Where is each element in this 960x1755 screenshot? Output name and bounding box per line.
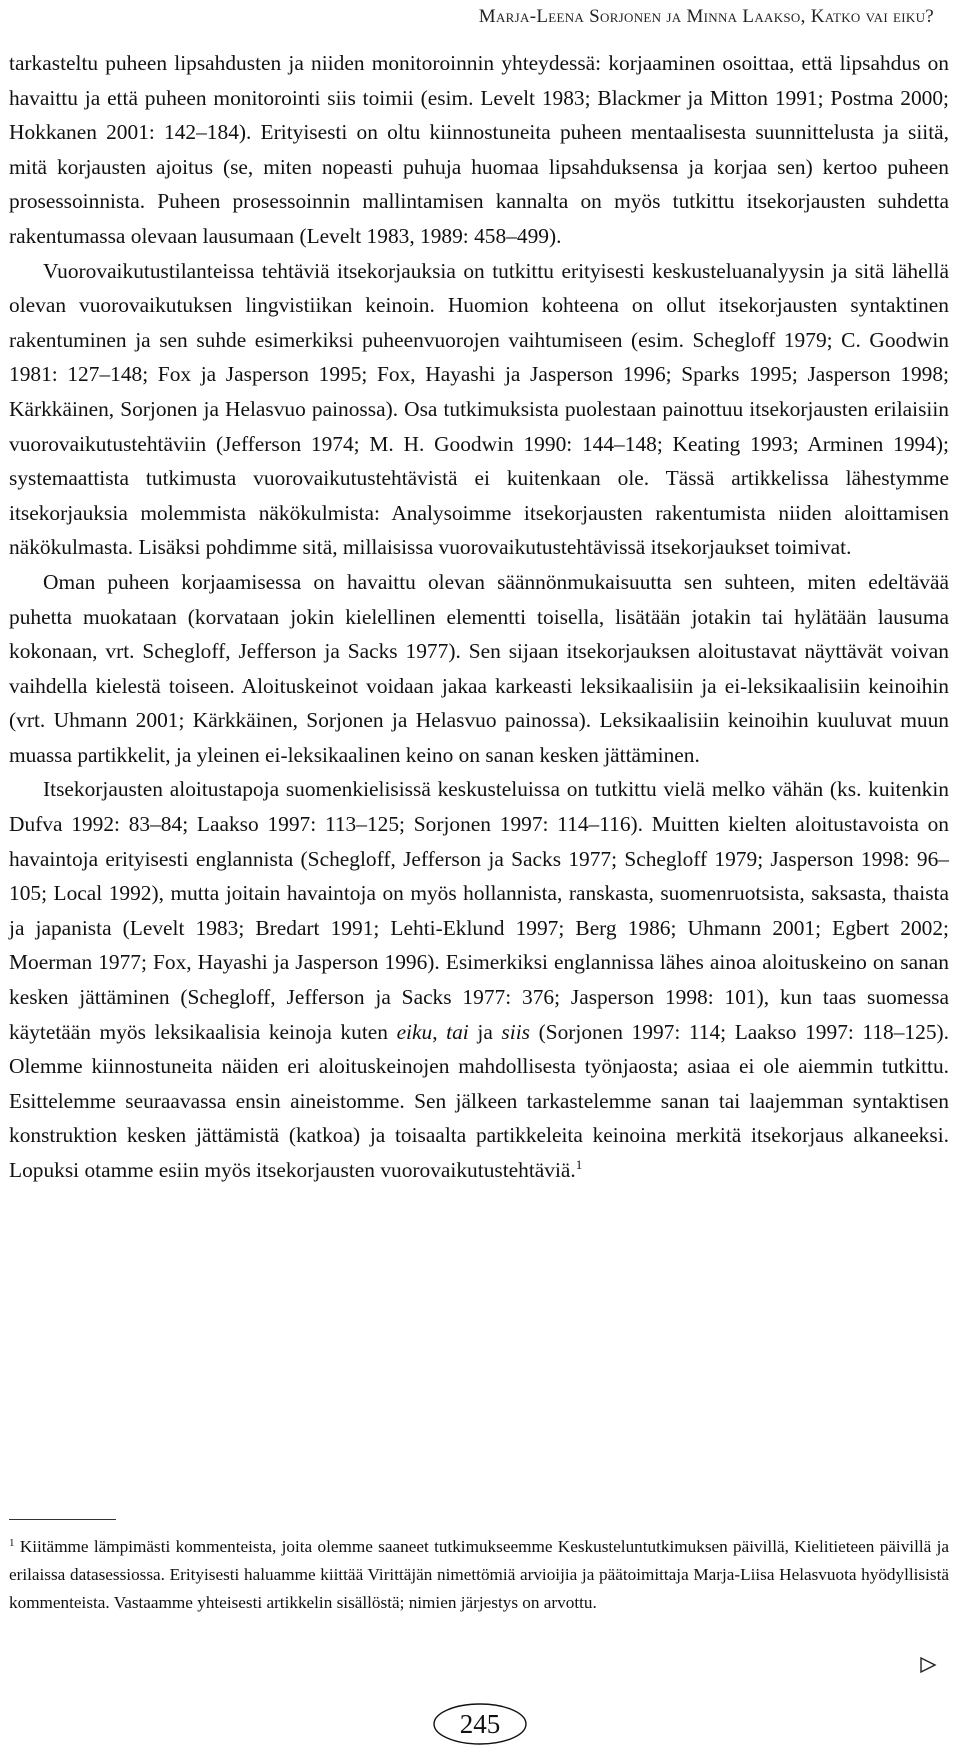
- page-number-text: 245: [459, 1709, 501, 1739]
- text-run: tarkasteltu puheen lipsahdusten ja niiden monitoroinnin yhteydessä: korjaaminen osoittaa, että lipsahdus on havaittu ja että puheen monitorointi siis toimii (esim. Levelt 1983; Blackmer ja Mitton 1991; Postma 2000; Hokkanen 2001: 142–184). Erityisesti on oltu kiinnostuneita puheen mentaalisesta suunnittelusta ja siitä, mitä korjausten ajoitus (se, miten nopeasti puhuja huomaa lipsahduksensa ja korjaa sen) kertoo puheen prosessoinnista. Puheen prosessoinnin mallintamisen kannalta on myös tutkittu itsekorjausten suhdetta rakentumassa olevaan lausumaan (Levelt 1983, 1989: 458–499).: [9, 51, 949, 248]
- footnote-text: [9, 1533, 949, 1616]
- text-run: Itsekorjausten aloitustapoja suomenkielisissä keskusteluissa on tutkittu vielä melko vähän (ks. kuitenkin Dufva 1992: 83–84; Laakso 1997: 113–125; Sorjonen 1997: 114–116). Muitten kielten aloitustavoista on havaintoja erityisesti englannista (Schegloff, Jefferson ja Sacks 1977; Schegloff 1979; Jasperson 1998: 96–105; Local 1992), mutta joitain havaintoja on myös hollannista, ranskasta, suomenruotsista, saksasta, thaista ja japanista (Levelt 1983; Bredart 1991; Lehti-Eklund 1997; Berg 1986; Uhmann 2001; Egbert 2002; Moerman 1977; Fox, Hayashi ja Jasperson 1996). Esimerkiksi englannissa lähes ainoa aloituskeino on sanan kesken jättäminen (Schegloff, Jefferson ja Sacks 1977: 376; Jasperson 1998: 101), kun taas suomessa käytetään myös leksikaalisia keinoja kuten: [9, 777, 949, 1044]
- paragraph: [9, 254, 949, 565]
- text-run: Vuorovaikutustilanteissa tehtäviä itsekorjauksia on tutkittu erityisesti keskusteluanalyysin ja sitä lähellä olevan vuorovaikutuksen lingvistiikan keinoin. Huomion kohteena on ollut itsekorjausten syntaktinen rakentuminen ja sen suhde esimerkiksi puheenvuorojen vaihtumiseen (esim. Schegloff 1979; C. Goodwin 1981: 127–148; Fox ja Jasperson 1995; Fox, Hayashi ja Jasperson 1996; Sparks 1995; Jasperson 1998; Kärkkäinen, Sorjonen ja Helasvuo painossa). Osa tutkimuksista puolestaan painottuu itsekorjausten erilaisiin vuorovaikutustehtäviin (Jefferson 1974; M. H. Goodwin 1990: 144–148; Keating 1993; Arminen 1994); systemaattista tutkimusta vuorovaikutustehtävistä ei kuitenkaan ole. Tässä artikkelissa lähestymme itsekorjauksia molemmista näkökulmista: Analysoimme itsekorjausten rakentumista niiden aloittamisen näkökulmasta. Lisäksi pohdimme sitä, millaisissa vuorovaikutustehtävissä itsekorjaukset toimivat.: [9, 258, 949, 560]
- footnote-divider: [9, 1519, 116, 1520]
- footnote-ref: 1: [575, 1157, 583, 1172]
- italic-term: tai: [446, 1019, 469, 1044]
- paragraph: [9, 772, 949, 1187]
- text-run: ja: [468, 1019, 502, 1044]
- text-run: Oman puheen korjaamisessa on havaittu olevan säännönmukaisuutta sen suhteen, miten edeltävää puhetta muokataan (korvataan jokin kielellinen elementti toisella, lisätään jotakin tai hylätään lausuma kokonaan, vrt. Schegloff, Jefferson ja Sacks 1977). Sen sijaan itsekorjauksen aloitustavat näyttävät voivan vaihdella kielestä toiseen. Aloituskeinot voidaan jakaa karkeasti leksikaalisiin ja ei-leksikaalisiin keinoihin (vrt. Uhmann 2001; Kärkkäinen, Sorjonen ja Helasvuo painossa). Leksikaalisiin keinoihin kuuluvat muun muassa partikkelit, ja yleinen ei-leksikaalinen keino on sanan kesken jättäminen.: [9, 569, 949, 767]
- paragraph: [9, 46, 949, 254]
- text-run: (Sorjonen 1997: 114; Laakso 1997: 118–125). Olemme kiinnostuneita näiden eri aloituskeinojen mahdollisesta työnjaosta; asiaa ei ole aiemmin tutkittu. Esittelemme seuraavassa ensin aineistomme. Sen jälkeen tarkastelemme sanan tai laajemman syntaktisen konstruktion kesken jättämistä (katkoa) ja toisaalta partikkeleita keinoina merkitä itsekorjaus alkaneeksi. Lopuksi otamme esiin myös itsekorjausten vuorovaikutustehtäviä.: [9, 1019, 949, 1182]
- page-number: [430, 1701, 530, 1747]
- footnote: [9, 1533, 949, 1616]
- running-head: Marja-Leena Sorjonen ja Minna Laakso, Katko vai eiku?: [478, 6, 934, 27]
- italic-term: siis: [501, 1019, 530, 1044]
- text-run: ,: [432, 1019, 447, 1044]
- body-text: [9, 46, 949, 1188]
- triangle-right-outline-icon: [918, 1655, 938, 1675]
- footnote-body: Kiitämme lämpimästi kommenteista, joita olemme saaneet tutkimukseemme Keskusteluntutkimuksen päivillä, Kielitieteen päivillä ja erilaissa datasessiossa. Erityisesti haluamme kiittää Virittäjän nimettömiä arvioijia ja päätoimittaja Marja-Liisa Helasvuota hyödyllisistä kommenteista. Vastaamme yhteisesti artikkelin sisällöstä; nimien järjestys on arvottu.: [9, 1537, 949, 1612]
- footnote-marker: 1: [9, 1537, 15, 1549]
- paragraph: [9, 565, 949, 773]
- italic-term: eiku: [396, 1019, 433, 1044]
